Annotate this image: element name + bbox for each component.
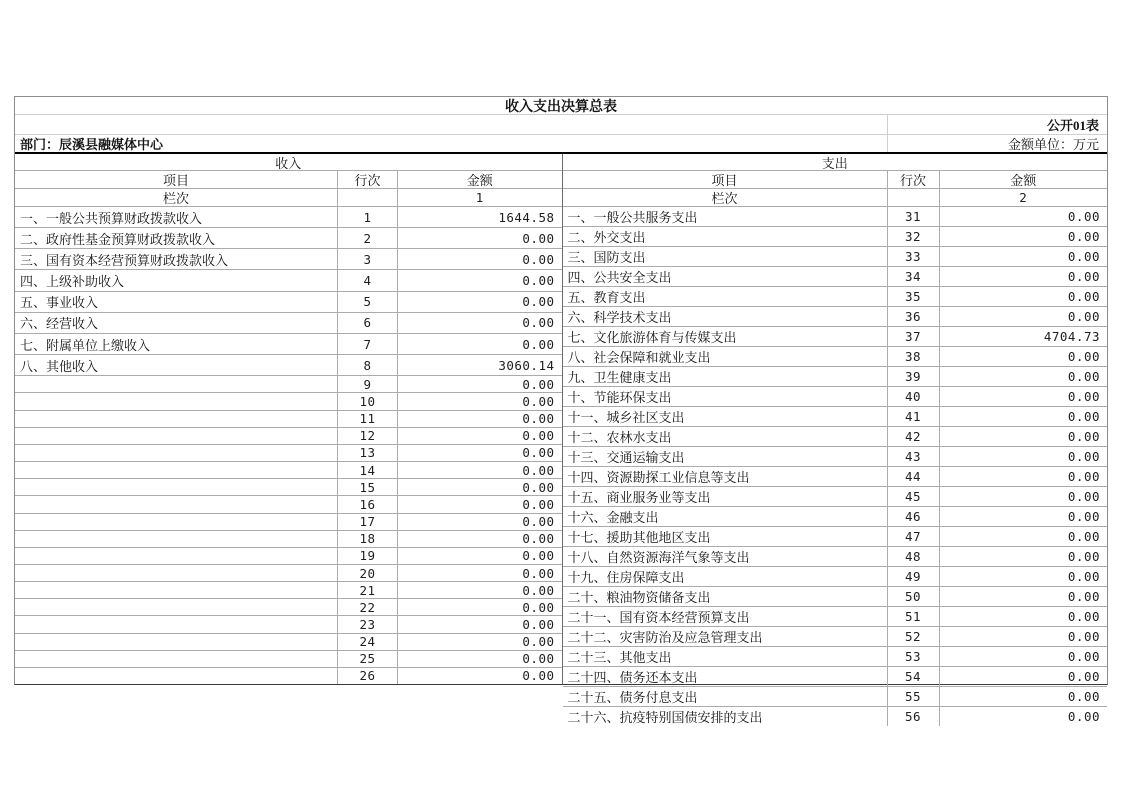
amount-cell: 0.00	[398, 514, 562, 531]
expenditure-header-row	[563, 171, 1108, 189]
row-no-cell: 51	[888, 607, 940, 627]
row-no-cell: 19	[338, 548, 398, 565]
amount-cell: 4704.73	[940, 327, 1108, 347]
amount-cell: 0.00	[398, 462, 562, 479]
amount-cell: 0.00	[940, 507, 1108, 527]
amount-cell: 0.00	[522, 668, 555, 684]
amount-cell: 0.00	[940, 447, 1108, 467]
table-row	[563, 207, 1108, 227]
amount-cell: 0.00	[940, 207, 1108, 227]
item-cell	[15, 479, 338, 496]
amount-cell: 0.00	[398, 634, 562, 651]
row-no-cell: 9	[338, 376, 398, 393]
row-no-cell: 37	[888, 327, 940, 347]
income-section-title: 收入	[15, 154, 562, 171]
amount-cell: 0.00	[940, 627, 1108, 647]
amount-cell: 0.00	[940, 487, 1108, 507]
table-row	[15, 334, 562, 355]
table-row	[15, 582, 562, 599]
row-no-cell: 18	[338, 531, 398, 548]
amount-cell: 0.00	[940, 367, 1108, 387]
item-cell: 五、事业收入	[15, 292, 338, 313]
item-cell: 十四、资源勘探工业信息等支出	[563, 467, 888, 487]
table-row	[15, 651, 562, 668]
expenditure-amount-header: 金额	[940, 171, 1108, 189]
table-row	[15, 376, 562, 393]
table-row	[15, 445, 562, 462]
income-item-header: 项目	[15, 171, 338, 189]
item-cell: 十、节能环保支出	[563, 387, 888, 407]
table-row	[15, 496, 562, 513]
accounts-table	[15, 152, 1107, 725]
amount-cell: 0.00	[398, 393, 562, 410]
income-column-index-label: 栏次	[15, 189, 338, 207]
amount-cell: 0.00	[940, 267, 1108, 287]
expenditure-column-index-label: 栏次	[563, 189, 888, 207]
table-row	[563, 327, 1108, 347]
table-row	[563, 387, 1108, 407]
row-no-cell: 1	[338, 207, 398, 228]
table-row	[563, 507, 1108, 527]
item-cell: 二十一、国有资本经营预算支出	[563, 607, 888, 627]
item-cell	[15, 616, 338, 633]
amount-unit-label: 金额单位：万元	[1007, 137, 1099, 152]
table-row	[15, 270, 562, 291]
income-column-index-blank	[338, 189, 398, 207]
row-no-cell: 47	[888, 527, 940, 547]
income-column-number: 1	[398, 189, 562, 207]
item-cell	[15, 531, 338, 548]
item-cell	[15, 428, 338, 445]
item-cell	[15, 514, 338, 531]
item-cell: 六、经营收入	[15, 313, 338, 334]
amount-cell: 0.00	[940, 527, 1108, 547]
amount-cell: 0.00	[940, 467, 1108, 487]
item-cell: 二十四、债务还本支出	[563, 667, 888, 687]
item-cell	[15, 445, 338, 462]
item-cell	[15, 599, 338, 616]
table-row	[15, 393, 562, 410]
row-no-cell: 38	[888, 347, 940, 367]
row-no-cell: 34	[888, 267, 940, 287]
table-row	[15, 668, 562, 684]
amount-cell: 0.00	[940, 567, 1108, 587]
table-row	[563, 267, 1108, 287]
row-no-cell: 20	[338, 565, 398, 582]
row-no-cell: 52	[888, 627, 940, 647]
amount-cell: 0.00	[398, 565, 562, 582]
row-no-cell: 44	[888, 467, 940, 487]
row-no-cell: 12	[338, 428, 398, 445]
amount-cell: 0.00	[398, 616, 562, 633]
item-cell	[15, 376, 338, 393]
amount-cell: 0.00	[940, 427, 1108, 447]
table-row	[15, 428, 562, 445]
item-cell: 五、教育支出	[563, 287, 888, 307]
table-row	[563, 347, 1108, 367]
table-row	[563, 567, 1108, 587]
row-no-cell: 32	[888, 227, 940, 247]
expenditure-column-index-blank	[888, 189, 940, 207]
row-no-cell: 35	[888, 287, 940, 307]
item-cell	[15, 634, 338, 651]
amount-cell: 0.00	[398, 249, 562, 270]
table-row	[563, 587, 1108, 607]
table-code-row	[15, 115, 1107, 135]
table-row	[15, 355, 562, 376]
expenditure-column-number: 2	[940, 189, 1108, 207]
item-cell: 十一、城乡社区支出	[563, 407, 888, 427]
row-no-cell: 11	[338, 411, 398, 428]
item-cell	[15, 668, 338, 684]
table-row	[563, 307, 1108, 327]
row-no-cell: 15	[338, 479, 398, 496]
table-row	[15, 292, 562, 313]
item-cell: 十七、援助其他地区支出	[563, 527, 888, 547]
income-rows	[15, 207, 562, 684]
amount-cell: 0.00	[398, 599, 562, 616]
amount-cell: 0.00	[398, 334, 562, 355]
amount-cell: 0.00	[940, 227, 1108, 247]
amount-cell: 0.00	[1067, 709, 1100, 724]
item-cell: 六、科学技术支出	[563, 307, 888, 327]
expenditure-rows	[563, 207, 1108, 725]
department-row	[15, 135, 1107, 152]
row-no-cell: 24	[338, 634, 398, 651]
table-row	[15, 249, 562, 270]
row-no-cell: 46	[888, 507, 940, 527]
amount-cell: 0.00	[940, 387, 1108, 407]
row-no-cell: 23	[338, 616, 398, 633]
amount-cell: 0.00	[940, 247, 1108, 267]
amount-cell: 0.00	[398, 496, 562, 513]
row-no-cell: 31	[888, 207, 940, 227]
amount-cell: 0.00	[398, 376, 562, 393]
row-no-cell: 5	[338, 292, 398, 313]
row-no-cell: 10	[338, 393, 398, 410]
table-row	[15, 616, 562, 633]
amount-cell: 0.00	[398, 292, 562, 313]
amount-cell: 0.00	[940, 647, 1108, 667]
item-cell: 十二、农林水支出	[563, 427, 888, 447]
expenditure-row-no-header: 行次	[888, 171, 940, 189]
table-row	[15, 634, 562, 651]
item-cell: 十九、住房保障支出	[563, 567, 888, 587]
item-cell	[15, 548, 338, 565]
row-no-cell: 48	[888, 547, 940, 567]
amount-cell: 0.00	[940, 687, 1108, 707]
amount-cell: 0.00	[940, 587, 1108, 607]
expenditure-section	[562, 154, 1108, 725]
item-cell: 四、公共安全支出	[563, 267, 888, 287]
table-row	[15, 514, 562, 531]
table-row	[563, 427, 1108, 447]
table-row	[15, 479, 562, 496]
expenditure-section-title: 支出	[563, 154, 1108, 171]
income-amount-header: 金额	[398, 171, 562, 189]
item-cell	[15, 496, 338, 513]
expenditure-item-header: 项目	[563, 171, 888, 189]
item-cell	[15, 565, 338, 582]
row-no-cell: 45	[888, 487, 940, 507]
item-cell: 十八、自然资源海洋气象等支出	[563, 547, 888, 567]
row-no-cell: 42	[888, 427, 940, 447]
table-row	[563, 547, 1108, 567]
item-cell: 十五、商业服务业等支出	[563, 487, 888, 507]
row-no-cell: 26	[338, 668, 398, 684]
item-cell	[15, 651, 338, 668]
item-cell: 四、上级补助收入	[15, 270, 338, 291]
row-no-cell: 25	[338, 651, 398, 668]
amount-cell: 3060.14	[398, 355, 562, 376]
row-no-cell: 6	[338, 313, 398, 334]
table-row	[15, 565, 562, 582]
table-code-row-blank	[15, 115, 888, 134]
table-row	[563, 667, 1108, 687]
row-no-cell: 2	[338, 228, 398, 249]
row-no-cell: 43	[888, 447, 940, 467]
table-row	[563, 707, 1108, 726]
amount-cell: 0.00	[398, 313, 562, 334]
amount-cell: 0.00	[940, 307, 1108, 327]
table-row	[15, 548, 562, 565]
item-cell	[15, 582, 338, 599]
item-cell: 七、附属单位上缴收入	[15, 334, 338, 355]
row-no-cell: 14	[338, 462, 398, 479]
income-section	[15, 154, 562, 684]
table-row	[15, 228, 562, 249]
department-label: 部门：辰溪县融媒体中心	[15, 135, 888, 152]
item-cell: 十六、金融支出	[563, 507, 888, 527]
row-no-cell: 56	[888, 707, 940, 726]
table-row	[563, 627, 1108, 647]
table-code-label: 公开01表	[1046, 118, 1099, 133]
row-no-cell: 13	[338, 445, 398, 462]
table-row	[563, 447, 1108, 467]
amount-cell: 0.00	[940, 407, 1108, 427]
item-cell: 三、国有资本经营预算财政拨款收入	[15, 249, 338, 270]
table-row	[563, 407, 1108, 427]
amount-cell: 0.00	[398, 651, 562, 668]
table-row	[15, 207, 562, 228]
amount-cell: 0.00	[940, 347, 1108, 367]
table-row	[563, 227, 1108, 247]
amount-cell: 0.00	[398, 479, 562, 496]
table-row	[563, 687, 1108, 707]
item-cell	[15, 462, 338, 479]
row-no-cell: 3	[338, 249, 398, 270]
row-no-cell: 22	[338, 599, 398, 616]
table-row	[563, 467, 1108, 487]
row-no-cell: 16	[338, 496, 398, 513]
row-no-cell: 50	[888, 587, 940, 607]
amount-cell: 0.00	[398, 428, 562, 445]
item-cell	[15, 411, 338, 428]
table-row	[15, 462, 562, 479]
item-cell: 二十、粮油物资储备支出	[563, 587, 888, 607]
table-row	[563, 487, 1108, 507]
row-no-cell: 17	[338, 514, 398, 531]
item-cell: 十三、交通运输支出	[563, 447, 888, 467]
income-row-no-header: 行次	[338, 171, 398, 189]
row-no-cell: 33	[888, 247, 940, 267]
table-row	[563, 367, 1108, 387]
expenditure-column-index-row	[563, 189, 1108, 207]
document-page	[14, 96, 1108, 725]
item-cell: 二十六、抗疫特别国债安排的支出	[563, 707, 888, 726]
item-cell: 一、一般公共预算财政拨款收入	[15, 207, 338, 228]
item-cell: 三、国防支出	[563, 247, 888, 267]
table-row	[563, 287, 1108, 307]
row-no-cell: 55	[888, 687, 940, 707]
row-no-cell: 4	[338, 270, 398, 291]
item-cell: 九、卫生健康支出	[563, 367, 888, 387]
amount-cell: 0.00	[398, 270, 562, 291]
table-row	[15, 599, 562, 616]
amount-cell: 0.00	[398, 228, 562, 249]
amount-cell: 0.00	[398, 582, 562, 599]
amount-cell: 0.00	[940, 547, 1108, 567]
table-row	[563, 247, 1108, 267]
table-row	[15, 313, 562, 334]
document-title: 收入支出决算总表	[15, 97, 1107, 115]
item-cell: 八、其他收入	[15, 355, 338, 376]
item-cell: 八、社会保障和就业支出	[563, 347, 888, 367]
table-row	[15, 531, 562, 548]
table-row	[15, 411, 562, 428]
table-row	[563, 647, 1108, 667]
item-cell: 二十五、债务付息支出	[563, 687, 888, 707]
item-cell: 二、政府性基金预算财政拨款收入	[15, 228, 338, 249]
row-no-cell: 41	[888, 407, 940, 427]
row-no-cell: 7	[338, 334, 398, 355]
amount-cell: 0.00	[398, 548, 562, 565]
amount-cell: 1644.58	[398, 207, 562, 228]
amount-cell: 0.00	[398, 411, 562, 428]
table-row	[563, 607, 1108, 627]
income-column-index-row	[15, 189, 562, 207]
amount-cell: 0.00	[398, 531, 562, 548]
table-row	[563, 527, 1108, 547]
item-cell: 一、一般公共服务支出	[563, 207, 888, 227]
row-no-cell: 36	[888, 307, 940, 327]
item-cell: 二十二、灾害防治及应急管理支出	[563, 627, 888, 647]
row-no-cell: 40	[888, 387, 940, 407]
row-no-cell: 39	[888, 367, 940, 387]
row-no-cell: 21	[338, 582, 398, 599]
amount-cell: 0.00	[940, 287, 1108, 307]
item-cell: 二十三、其他支出	[563, 647, 888, 667]
amount-cell: 0.00	[398, 445, 562, 462]
item-cell: 二、外交支出	[563, 227, 888, 247]
income-header-row	[15, 171, 562, 189]
row-no-cell: 8	[338, 355, 398, 376]
amount-cell: 0.00	[940, 607, 1108, 627]
row-no-cell: 54	[888, 667, 940, 687]
item-cell: 七、文化旅游体育与传媒支出	[563, 327, 888, 347]
amount-cell: 0.00	[940, 667, 1108, 687]
row-no-cell: 49	[888, 567, 940, 587]
item-cell	[15, 393, 338, 410]
row-no-cell: 53	[888, 647, 940, 667]
